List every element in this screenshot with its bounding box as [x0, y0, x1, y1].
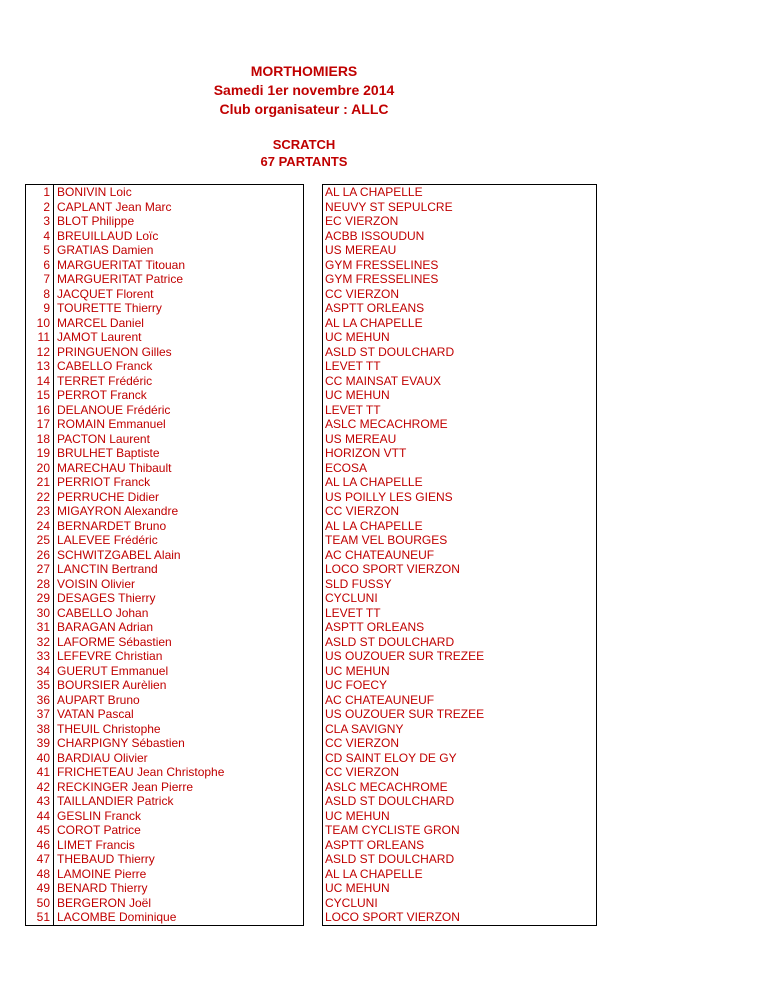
- table-row: [26, 403, 597, 418]
- rider-name: MIGAYRON Alexandre: [54, 504, 304, 519]
- category-title: SCRATCH: [272, 137, 336, 152]
- club-name: CYCLUNI: [323, 896, 597, 911]
- club-name: AC CHATEAUNEUF: [323, 548, 597, 563]
- club-name: CYCLUNI: [323, 591, 597, 606]
- rider-name: LACOMBE Dominique: [54, 910, 304, 925]
- column-spacer: [304, 823, 323, 838]
- bib-number: 25: [26, 533, 54, 548]
- table-row: [26, 562, 597, 577]
- rider-name: BREUILLAUD Loïc: [54, 229, 304, 244]
- rider-name: LANCTIN Bertrand: [54, 562, 304, 577]
- bib-number: 1: [26, 185, 54, 200]
- club-name: CC VIERZON: [323, 736, 597, 751]
- club-name: LEVET TT: [323, 606, 597, 621]
- column-spacer: [304, 301, 323, 316]
- column-spacer: [304, 794, 323, 809]
- category-header: [0, 136, 608, 170]
- rider-name: DELANOUE Frédéric: [54, 403, 304, 418]
- rider-name: COROT Patrice: [54, 823, 304, 838]
- table-row: [26, 374, 597, 389]
- table-row: [26, 475, 597, 490]
- table-row: [26, 490, 597, 505]
- club-name: ACBB ISSOUDUN: [323, 229, 597, 244]
- column-spacer: [304, 243, 323, 258]
- column-spacer: [304, 533, 323, 548]
- document-header: [0, 62, 608, 119]
- table-row: [26, 838, 597, 853]
- event-date: Samedi 1er novembre 2014: [213, 82, 395, 98]
- rider-name: JACQUET Florent: [54, 287, 304, 302]
- column-spacer: [304, 707, 323, 722]
- bib-number: 40: [26, 751, 54, 766]
- table-row: [26, 896, 597, 911]
- table-row: [26, 823, 597, 838]
- bib-number: 34: [26, 664, 54, 679]
- club-name: CC VIERZON: [323, 765, 597, 780]
- table-row: [26, 287, 597, 302]
- club-name: CLA SAVIGNY: [323, 722, 597, 737]
- table-row: [26, 417, 597, 432]
- column-spacer: [304, 649, 323, 664]
- bib-number: 45: [26, 823, 54, 838]
- rider-name: BARAGAN Adrian: [54, 620, 304, 635]
- bib-number: 4: [26, 229, 54, 244]
- column-spacer: [304, 432, 323, 447]
- table-row: [26, 606, 597, 621]
- bib-number: 19: [26, 446, 54, 461]
- column-spacer: [304, 548, 323, 563]
- rider-name: DESAGES Thierry: [54, 591, 304, 606]
- event-location: MORTHOMIERS: [250, 63, 358, 79]
- participants-table-body: [26, 185, 597, 926]
- column-spacer: [304, 751, 323, 766]
- table-row: [26, 200, 597, 215]
- bib-number: 23: [26, 504, 54, 519]
- club-name: NEUVY ST SEPULCRE: [323, 200, 597, 215]
- club-name: US OUZOUER SUR TREZEE: [323, 649, 597, 664]
- club-name: US MEREAU: [323, 432, 597, 447]
- column-spacer: [304, 780, 323, 795]
- column-spacer: [304, 214, 323, 229]
- club-name: UC MEHUN: [323, 664, 597, 679]
- column-spacer: [304, 591, 323, 606]
- table-row: [26, 649, 597, 664]
- table-row: [26, 852, 597, 867]
- club-name: EC VIERZON: [323, 214, 597, 229]
- bib-number: 44: [26, 809, 54, 824]
- rider-name: GRATIAS Damien: [54, 243, 304, 258]
- bib-number: 9: [26, 301, 54, 316]
- club-name: ECOSA: [323, 461, 597, 476]
- column-spacer: [304, 446, 323, 461]
- table-row: [26, 446, 597, 461]
- rider-name: VATAN Pascal: [54, 707, 304, 722]
- table-row: [26, 722, 597, 737]
- column-spacer: [304, 809, 323, 824]
- organizing-club: Club organisateur : ALLC: [219, 101, 389, 117]
- column-spacer: [304, 881, 323, 896]
- column-spacer: [304, 620, 323, 635]
- column-spacer: [304, 388, 323, 403]
- table-row: [26, 388, 597, 403]
- rider-name: PRINGUENON Gilles: [54, 345, 304, 360]
- table-row: [26, 214, 597, 229]
- bib-number: 20: [26, 461, 54, 476]
- club-name: US MEREAU: [323, 243, 597, 258]
- bib-number: 5: [26, 243, 54, 258]
- club-name: HORIZON VTT: [323, 446, 597, 461]
- club-name: UC FOECY: [323, 678, 597, 693]
- table-row: [26, 345, 597, 360]
- column-spacer: [304, 200, 323, 215]
- bib-number: 39: [26, 736, 54, 751]
- rider-name: BENARD Thierry: [54, 881, 304, 896]
- rider-name: THEUIL Christophe: [54, 722, 304, 737]
- table-row: [26, 519, 597, 534]
- bib-number: 12: [26, 345, 54, 360]
- table-row: [26, 272, 597, 287]
- rider-name: TERRET Frédéric: [54, 374, 304, 389]
- participants-table: [25, 184, 597, 926]
- column-spacer: [304, 403, 323, 418]
- bib-number: 13: [26, 359, 54, 374]
- bib-number: 27: [26, 562, 54, 577]
- column-spacer: [304, 475, 323, 490]
- club-name: CC MAINSAT EVAUX: [323, 374, 597, 389]
- column-spacer: [304, 519, 323, 534]
- rider-name: MARGUERITAT Titouan: [54, 258, 304, 273]
- column-spacer: [304, 896, 323, 911]
- club-name: ASPTT ORLEANS: [323, 838, 597, 853]
- bib-number: 15: [26, 388, 54, 403]
- bib-number: 36: [26, 693, 54, 708]
- column-spacer: [304, 664, 323, 679]
- table-row: [26, 809, 597, 824]
- table-row: [26, 678, 597, 693]
- table-row: [26, 316, 597, 331]
- participant-count: 67 PARTANTS: [260, 154, 348, 169]
- column-spacer: [304, 316, 323, 331]
- club-name: ASPTT ORLEANS: [323, 301, 597, 316]
- rider-name: BONIVIN Loic: [54, 185, 304, 200]
- column-spacer: [304, 577, 323, 592]
- club-name: UC MEHUN: [323, 330, 597, 345]
- club-name: ASPTT ORLEANS: [323, 620, 597, 635]
- rider-name: AUPART Bruno: [54, 693, 304, 708]
- rider-name: VOISIN Olivier: [54, 577, 304, 592]
- rider-name: CABELLO Johan: [54, 606, 304, 621]
- table-row: [26, 867, 597, 882]
- rider-name: CHARPIGNY Sébastien: [54, 736, 304, 751]
- club-name: CC VIERZON: [323, 287, 597, 302]
- rider-name: RECKINGER Jean Pierre: [54, 780, 304, 795]
- club-name: CD SAINT ELOY DE GY: [323, 751, 597, 766]
- column-spacer: [304, 461, 323, 476]
- table-row: [26, 577, 597, 592]
- bib-number: 35: [26, 678, 54, 693]
- rider-name: PACTON Laurent: [54, 432, 304, 447]
- club-name: TEAM VEL BOURGES: [323, 533, 597, 548]
- table-row: [26, 359, 597, 374]
- rider-name: BARDIAU Olivier: [54, 751, 304, 766]
- table-row: [26, 533, 597, 548]
- table-row: [26, 620, 597, 635]
- column-spacer: [304, 635, 323, 650]
- rider-name: PERRIOT Franck: [54, 475, 304, 490]
- club-name: GYM FRESSELINES: [323, 258, 597, 273]
- bib-number: 29: [26, 591, 54, 606]
- column-spacer: [304, 606, 323, 621]
- club-name: ASLD ST DOULCHARD: [323, 345, 597, 360]
- column-spacer: [304, 185, 323, 200]
- bib-number: 26: [26, 548, 54, 563]
- rider-name: BOURSIER Aurèlien: [54, 678, 304, 693]
- bib-number: 37: [26, 707, 54, 722]
- column-spacer: [304, 736, 323, 751]
- club-name: AL LA CHAPELLE: [323, 519, 597, 534]
- club-name: LOCO SPORT VIERZON: [323, 910, 597, 925]
- bib-number: 51: [26, 910, 54, 925]
- bib-number: 33: [26, 649, 54, 664]
- club-name: AL LA CHAPELLE: [323, 316, 597, 331]
- column-spacer: [304, 910, 323, 925]
- table-row: [26, 229, 597, 244]
- column-spacer: [304, 722, 323, 737]
- column-spacer: [304, 852, 323, 867]
- rider-name: TAILLANDIER Patrick: [54, 794, 304, 809]
- bib-number: 43: [26, 794, 54, 809]
- club-name: US POILLY LES GIENS: [323, 490, 597, 505]
- club-name: ASLD ST DOULCHARD: [323, 794, 597, 809]
- bib-number: 18: [26, 432, 54, 447]
- rider-name: BERGERON Joël: [54, 896, 304, 911]
- rider-name: BLOT Philippe: [54, 214, 304, 229]
- rider-name: LIMET Francis: [54, 838, 304, 853]
- column-spacer: [304, 693, 323, 708]
- club-name: UC MEHUN: [323, 881, 597, 896]
- column-spacer: [304, 229, 323, 244]
- column-spacer: [304, 562, 323, 577]
- club-name: ASLC MECACHROME: [323, 417, 597, 432]
- column-spacer: [304, 765, 323, 780]
- column-spacer: [304, 374, 323, 389]
- column-spacer: [304, 504, 323, 519]
- table-row: [26, 910, 597, 925]
- column-spacer: [304, 359, 323, 374]
- bib-number: 31: [26, 620, 54, 635]
- rider-name: MARGUERITAT Patrice: [54, 272, 304, 287]
- rider-name: THEBAUD Thierry: [54, 852, 304, 867]
- rider-name: FRICHETEAU Jean Christophe: [54, 765, 304, 780]
- bib-number: 46: [26, 838, 54, 853]
- bib-number: 50: [26, 896, 54, 911]
- bib-number: 24: [26, 519, 54, 534]
- rider-name: LALEVEE Frédéric: [54, 533, 304, 548]
- column-spacer: [304, 330, 323, 345]
- bib-number: 21: [26, 475, 54, 490]
- bib-number: 28: [26, 577, 54, 592]
- table-row: [26, 635, 597, 650]
- column-spacer: [304, 345, 323, 360]
- rider-name: JAMOT Laurent: [54, 330, 304, 345]
- rider-name: GESLIN Franck: [54, 809, 304, 824]
- table-row: [26, 664, 597, 679]
- table-row: [26, 243, 597, 258]
- table-row: [26, 591, 597, 606]
- rider-name: MARECHAU Thibault: [54, 461, 304, 476]
- column-spacer: [304, 867, 323, 882]
- club-name: GYM FRESSELINES: [323, 272, 597, 287]
- column-spacer: [304, 678, 323, 693]
- club-name: LEVET TT: [323, 403, 597, 418]
- column-spacer: [304, 417, 323, 432]
- bib-number: 10: [26, 316, 54, 331]
- table-row: [26, 736, 597, 751]
- bib-number: 17: [26, 417, 54, 432]
- table-row: [26, 301, 597, 316]
- rider-name: ROMAIN Emmanuel: [54, 417, 304, 432]
- table-row: [26, 794, 597, 809]
- club-name: US OUZOUER SUR TREZEE: [323, 707, 597, 722]
- club-name: SLD FUSSY: [323, 577, 597, 592]
- table-row: [26, 504, 597, 519]
- club-name: ASLD ST DOULCHARD: [323, 852, 597, 867]
- club-name: LOCO SPORT VIERZON: [323, 562, 597, 577]
- rider-name: TOURETTE Thierry: [54, 301, 304, 316]
- club-name: ASLC MECACHROME: [323, 780, 597, 795]
- table-row: [26, 751, 597, 766]
- bib-number: 22: [26, 490, 54, 505]
- club-name: TEAM CYCLISTE GRON: [323, 823, 597, 838]
- rider-name: BRULHET Baptiste: [54, 446, 304, 461]
- rider-name: MARCEL Daniel: [54, 316, 304, 331]
- bib-number: 2: [26, 200, 54, 215]
- club-name: AL LA CHAPELLE: [323, 867, 597, 882]
- bib-number: 16: [26, 403, 54, 418]
- club-name: AL LA CHAPELLE: [323, 475, 597, 490]
- table-row: [26, 693, 597, 708]
- column-spacer: [304, 258, 323, 273]
- bib-number: 3: [26, 214, 54, 229]
- bib-number: 47: [26, 852, 54, 867]
- club-name: LEVET TT: [323, 359, 597, 374]
- table-row: [26, 258, 597, 273]
- column-spacer: [304, 272, 323, 287]
- bib-number: 49: [26, 881, 54, 896]
- rider-name: GUERUT Emmanuel: [54, 664, 304, 679]
- rider-name: PERRUCHE Didier: [54, 490, 304, 505]
- bib-number: 6: [26, 258, 54, 273]
- table-row: [26, 881, 597, 896]
- club-name: AL LA CHAPELLE: [323, 185, 597, 200]
- rider-name: LAMOINE Pierre: [54, 867, 304, 882]
- column-spacer: [304, 838, 323, 853]
- club-name: UC MEHUN: [323, 388, 597, 403]
- bib-number: 8: [26, 287, 54, 302]
- bib-number: 32: [26, 635, 54, 650]
- table-row: [26, 461, 597, 476]
- bib-number: 42: [26, 780, 54, 795]
- rider-name: SCHWITZGABEL Alain: [54, 548, 304, 563]
- table-row: [26, 765, 597, 780]
- column-spacer: [304, 287, 323, 302]
- bib-number: 48: [26, 867, 54, 882]
- rider-name: CABELLO Franck: [54, 359, 304, 374]
- rider-name: LEFEVRE Christian: [54, 649, 304, 664]
- bib-number: 7: [26, 272, 54, 287]
- rider-name: PERROT Franck: [54, 388, 304, 403]
- bib-number: 30: [26, 606, 54, 621]
- club-name: ASLD ST DOULCHARD: [323, 635, 597, 650]
- club-name: UC MEHUN: [323, 809, 597, 824]
- table-row: [26, 432, 597, 447]
- table-row: [26, 185, 597, 200]
- club-name: AC CHATEAUNEUF: [323, 693, 597, 708]
- bib-number: 14: [26, 374, 54, 389]
- bib-number: 41: [26, 765, 54, 780]
- rider-name: CAPLANT Jean Marc: [54, 200, 304, 215]
- table-row: [26, 780, 597, 795]
- rider-name: LAFORME Sébastien: [54, 635, 304, 650]
- table-row: [26, 707, 597, 722]
- table-row: [26, 330, 597, 345]
- rider-name: BERNARDET Bruno: [54, 519, 304, 534]
- column-spacer: [304, 490, 323, 505]
- club-name: CC VIERZON: [323, 504, 597, 519]
- table-row: [26, 548, 597, 563]
- bib-number: 11: [26, 330, 54, 345]
- bib-number: 38: [26, 722, 54, 737]
